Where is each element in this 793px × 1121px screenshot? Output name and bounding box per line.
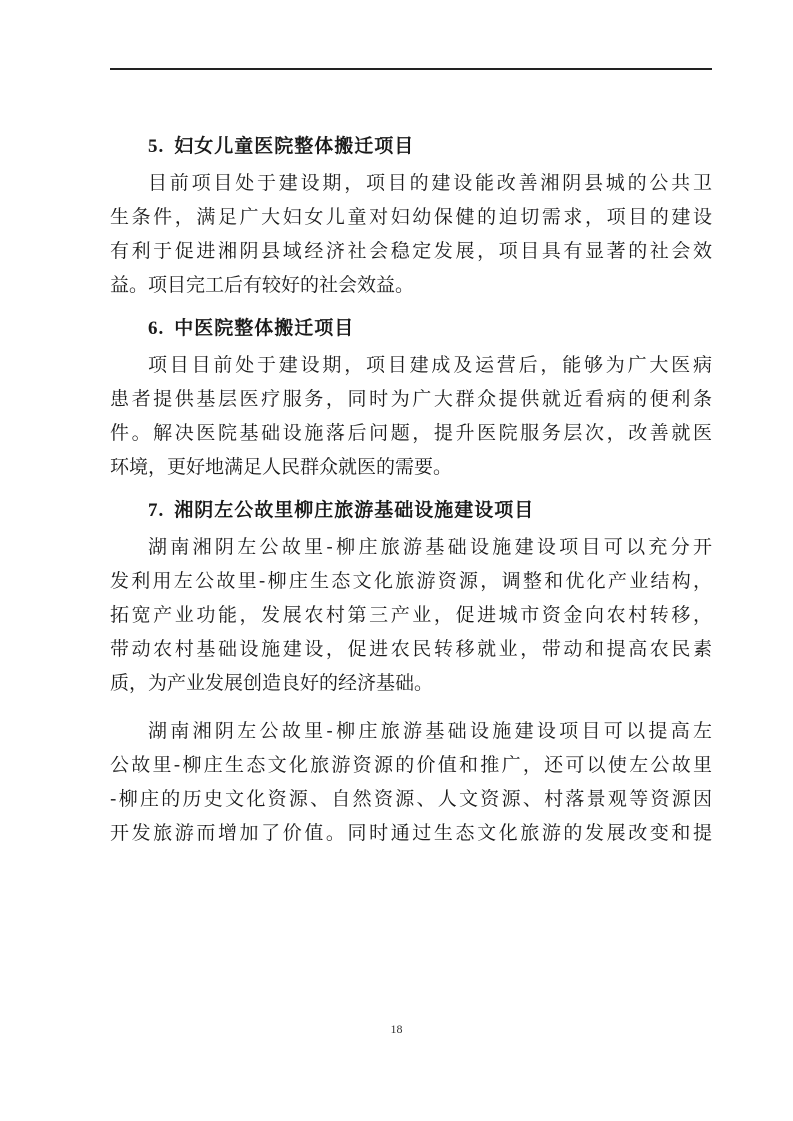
- text-line: 开发旅游而增加了价值。同时通过生态文化旅游的发展改变和提: [110, 822, 712, 844]
- section-number: 7.: [148, 500, 165, 521]
- paragraph: [110, 530, 712, 700]
- section-heading-7: [110, 490, 712, 530]
- text-line: -柳庄的历史文化资源、自然资源、人文资源、村落景观等资源因: [110, 788, 712, 810]
- text-line: 件。解决医院基础设施落后问题，提升医院服务层次，改善就医: [110, 422, 712, 444]
- section-title: 中医院整体搬迁项目: [174, 317, 355, 339]
- text-line: 拓宽产业功能，发展农村第三产业，促进城市资金向农村转移，: [110, 604, 712, 626]
- header-rule: [110, 68, 712, 70]
- section-heading-6: [110, 308, 712, 348]
- text-line: 带动农村基础设施建设，促进农民转移就业，带动和提高农民素: [110, 638, 712, 660]
- section-title: 湘阴左公故里柳庄旅游基础设施建设项目: [174, 499, 535, 521]
- page-content: [110, 126, 712, 850]
- text-line: 湖南湘阴左公故里-柳庄旅游基础设施建设项目可以提高左: [148, 720, 712, 742]
- page-number: 18: [390, 1022, 403, 1036]
- text-line: 患者提供基层医疗服务，同时为广大群众提供就近看病的便利条: [110, 388, 712, 410]
- text-line: 质，为产业发展创造良好的经济基础。: [110, 672, 434, 694]
- text-line: 环境，更好地满足人民群众就医的需要。: [110, 456, 453, 478]
- paragraph: [110, 714, 712, 850]
- paragraph: [110, 348, 712, 484]
- text-line: 公故里-柳庄生态文化旅游资源的价值和推广，还可以使左公故里: [110, 754, 712, 776]
- section-number: 6.: [148, 318, 165, 339]
- text-line: 湖南湘阴左公故里-柳庄旅游基础设施建设项目可以充分开: [148, 536, 712, 558]
- section-heading-5: [110, 126, 712, 166]
- text-line: 发利用左公故里-柳庄生态文化旅游资源，调整和优化产业结构，: [110, 570, 712, 592]
- section-number: 5.: [148, 136, 165, 157]
- section-title: 妇女儿童医院整体搬迁项目: [174, 135, 415, 157]
- paragraph: [110, 166, 712, 302]
- text-line: 生条件，满足广大妇女儿童对妇幼保健的迫切需求，项目的建设: [110, 206, 712, 228]
- text-line: 益。项目完工后有较好的社会效益。: [110, 274, 415, 296]
- text-line: 目前项目处于建设期，项目的建设能改善湘阴县城的公共卫: [148, 172, 712, 194]
- text-line: 有利于促进湘阴县域经济社会稳定发展，项目具有显著的社会效: [110, 240, 712, 262]
- text-line: 项目目前处于建设期，项目建成及运营后，能够为广大医病: [148, 354, 712, 376]
